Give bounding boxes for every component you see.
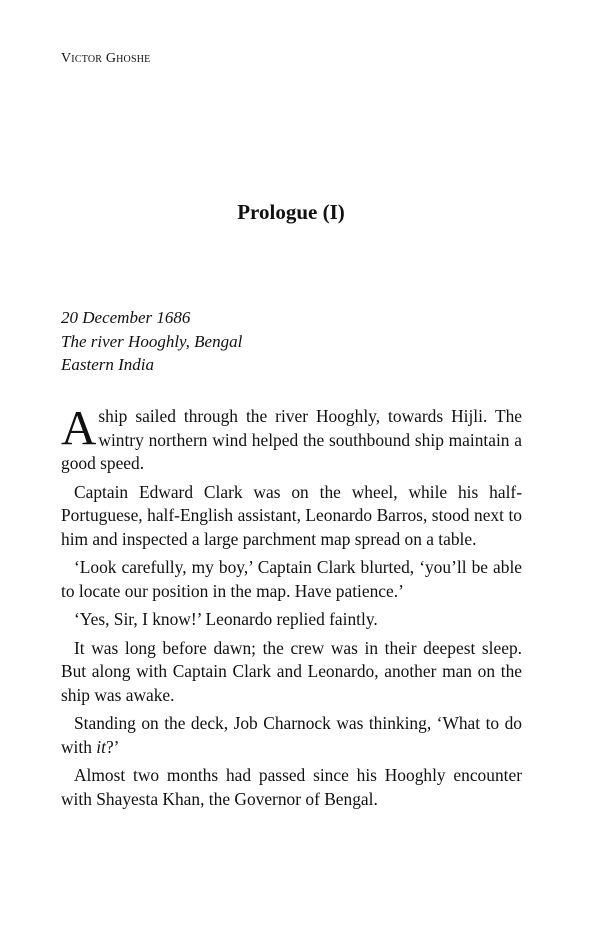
paragraph-6	[61, 712, 522, 759]
paragraph-6-text-b: ?’	[105, 736, 120, 757]
paragraph-7: Almost two months had passed since his Hooghly encounter with Shayesta Khan, the Governor of Bengal.	[61, 765, 522, 809]
running-head-author: Victor Ghoshe	[61, 51, 151, 66]
paragraph-1	[61, 400, 522, 476]
dateline-place: The river Hooghly, Bengal	[61, 331, 243, 351]
paragraph-2: Captain Edward Clark was on the wheel, while his half-Portuguese, half-English assistant, Leonardo Barros, stood next to him and inspected a large parchment map spread on a table.	[61, 481, 522, 549]
paragraph-4: ‘Yes, Sir, I know!’ Leonardo replied faintly.	[74, 609, 378, 629]
dateline	[61, 306, 242, 377]
chapter-title: Prologue (I)	[237, 200, 345, 224]
paragraph-3: ‘Look carefully, my boy,’ Captain Clark blurted, ‘you’ll be able to locate our position in the map. Have patience.’	[61, 557, 522, 601]
paragraph-5: It was long before dawn; the crew was in their deepest sleep. But along with Captain Clark and Leonardo, another man on the ship was awake.	[61, 637, 522, 705]
dateline-region: Eastern India	[61, 355, 155, 374]
dateline-date: 20 December 1686	[61, 308, 191, 327]
paragraph-6-emphasis: it	[96, 736, 106, 757]
paragraph-6-text-a: Standing on the deck, Job Charnock was thinking, ‘What to do with	[61, 713, 522, 757]
body-text	[61, 400, 522, 816]
drop-cap: A	[61, 400, 97, 455]
paragraph-1-text: ship sailed through the river Hooghly, towards Hijli. The wintry northern wind helped the southbound ship maintain a good speed.	[61, 406, 522, 473]
